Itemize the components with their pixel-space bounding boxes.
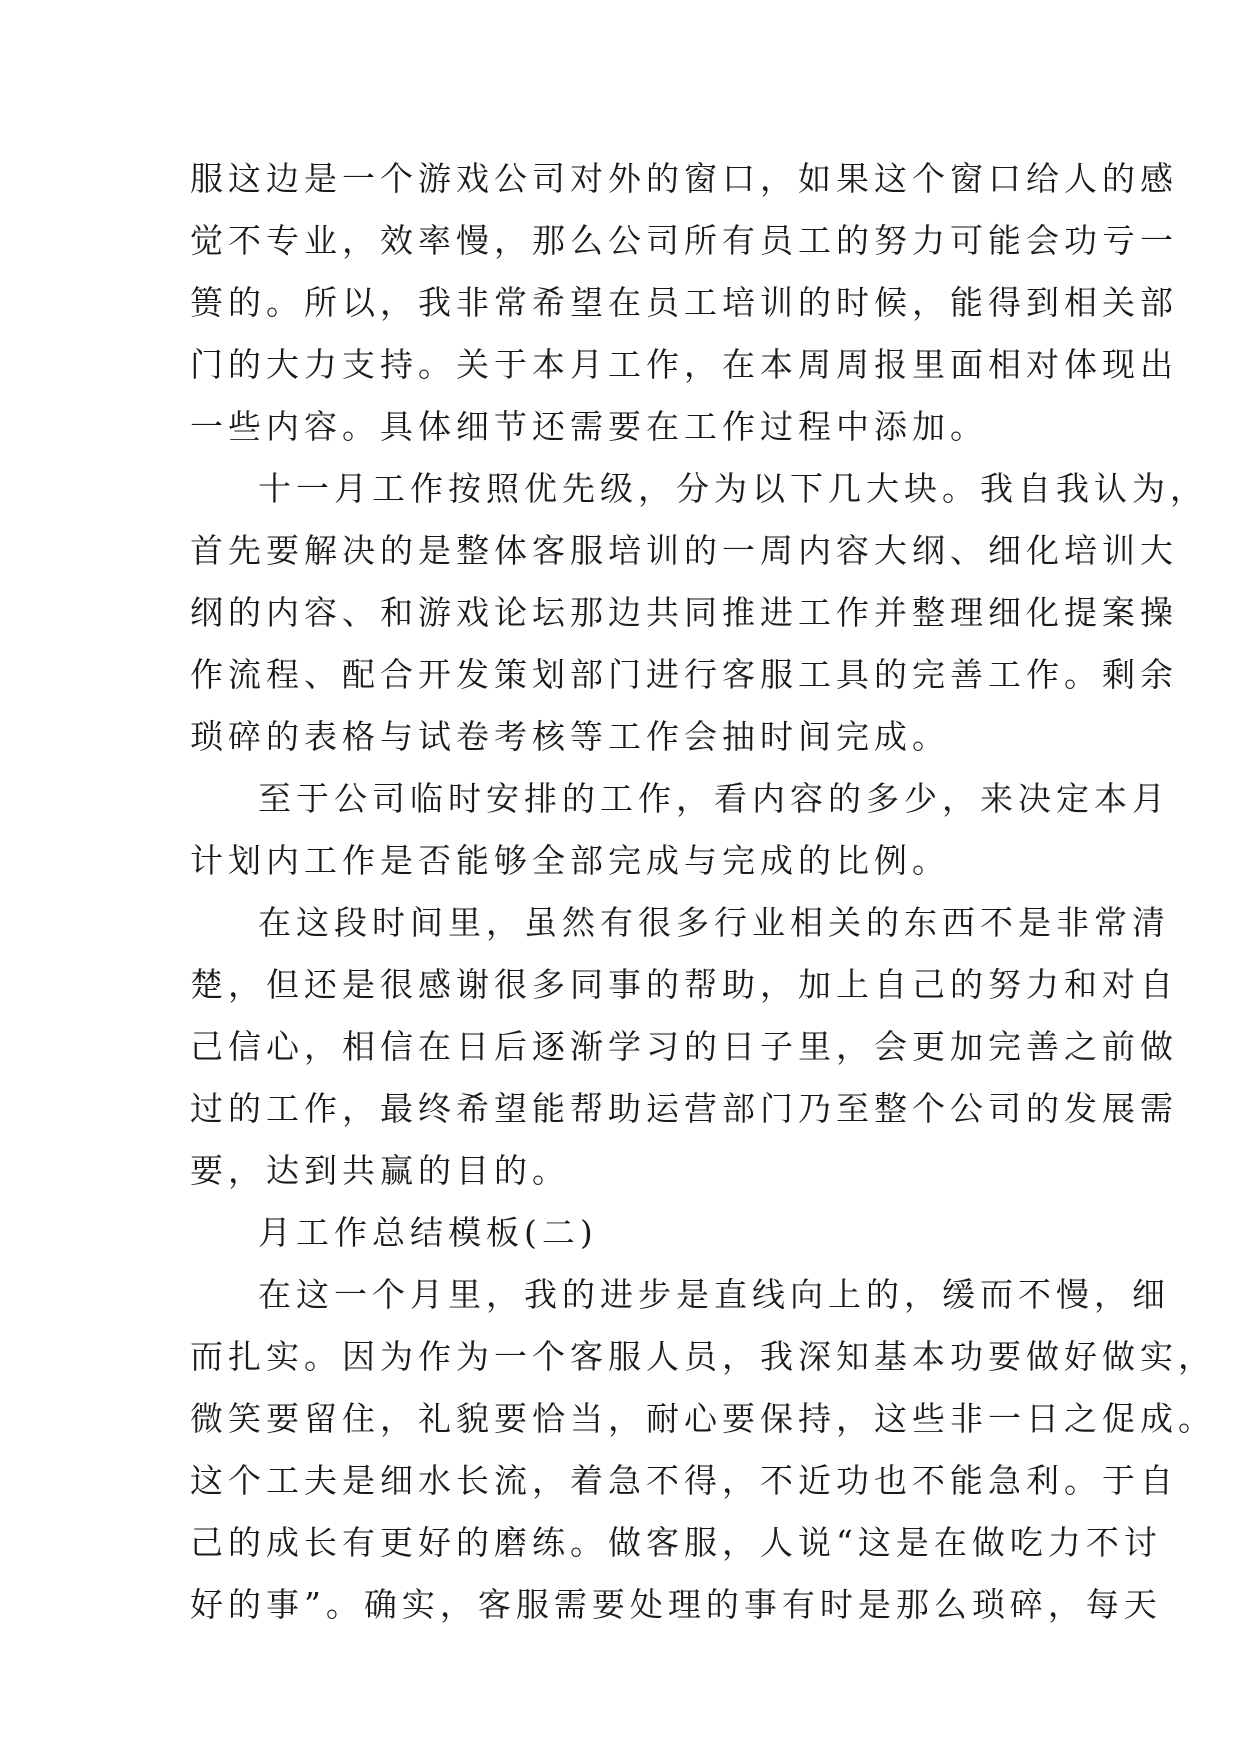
text-line: 琐碎的表格与试卷考核等工作会抽时间完成。 bbox=[190, 717, 950, 756]
text-line: 作流程、配合开发策划部门进行客服工具的完善工作。剩余 bbox=[190, 655, 1178, 694]
text-line: 门的大力支持。关于本月工作，在本周周报里面相对体现出 bbox=[190, 345, 1178, 384]
text-line: 微笑要留住，礼貌要恰当，耐心要保持，这些非一日之促成。 bbox=[190, 1399, 1216, 1438]
text-line: 过的工作，最终希望能帮助运营部门乃至整个公司的发展需 bbox=[190, 1089, 1178, 1128]
text-line: 楚，但还是很感谢很多同事的帮助，加上自己的努力和对自 bbox=[190, 965, 1178, 1004]
text-line: 首先要解决的是整体客服培训的一周内容大纲、细化培训大 bbox=[190, 531, 1178, 570]
text-line: 好的事”。确实，客服需要处理的事有时是那么琐碎，每天 bbox=[190, 1585, 1162, 1624]
text-line: 而扎实。因为作为一个客服人员，我深知基本功要做好做实， bbox=[190, 1337, 1216, 1376]
text-line: 篑的。所以，我非常希望在员工培训的时候，能得到相关部 bbox=[190, 283, 1178, 322]
text-line: 计划内工作是否能够全部完成与完成的比例。 bbox=[190, 841, 950, 880]
text-line: 十一月工作按照优先级，分为以下几大块。我自我认为， bbox=[258, 469, 1208, 508]
text-line: 己信心，相信在日后逐渐学习的日子里，会更加完善之前做 bbox=[190, 1027, 1178, 1066]
text-line: 服这边是一个游戏公司对外的窗口，如果这个窗口给人的感 bbox=[190, 159, 1178, 198]
text-line: 在这段时间里，虽然有很多行业相关的东西不是非常清 bbox=[258, 903, 1170, 942]
text-line: 一些内容。具体细节还需要在工作过程中添加。 bbox=[190, 407, 988, 446]
text-line: 要，达到共赢的目的。 bbox=[190, 1151, 570, 1190]
text-line: 在这一个月里，我的进步是直线向上的，缓而不慢，细 bbox=[258, 1275, 1170, 1314]
text-line: 月工作总结模板(二) bbox=[258, 1213, 598, 1252]
text-line: 至于公司临时安排的工作，看内容的多少，来决定本月 bbox=[258, 779, 1170, 818]
text-line: 觉不专业，效率慢，那么公司所有员工的努力可能会功亏一 bbox=[190, 221, 1178, 260]
body-text bbox=[190, 148, 1216, 1636]
text-line: 这个工夫是细水长流，着急不得，不近功也不能急利。于自 bbox=[190, 1461, 1178, 1500]
text-line: 纲的内容、和游戏论坛那边共同推进工作并整理细化提案操 bbox=[190, 593, 1178, 632]
text-line: 己的成长有更好的磨练。做客服，人说“这是在做吃力不讨 bbox=[190, 1523, 1162, 1562]
